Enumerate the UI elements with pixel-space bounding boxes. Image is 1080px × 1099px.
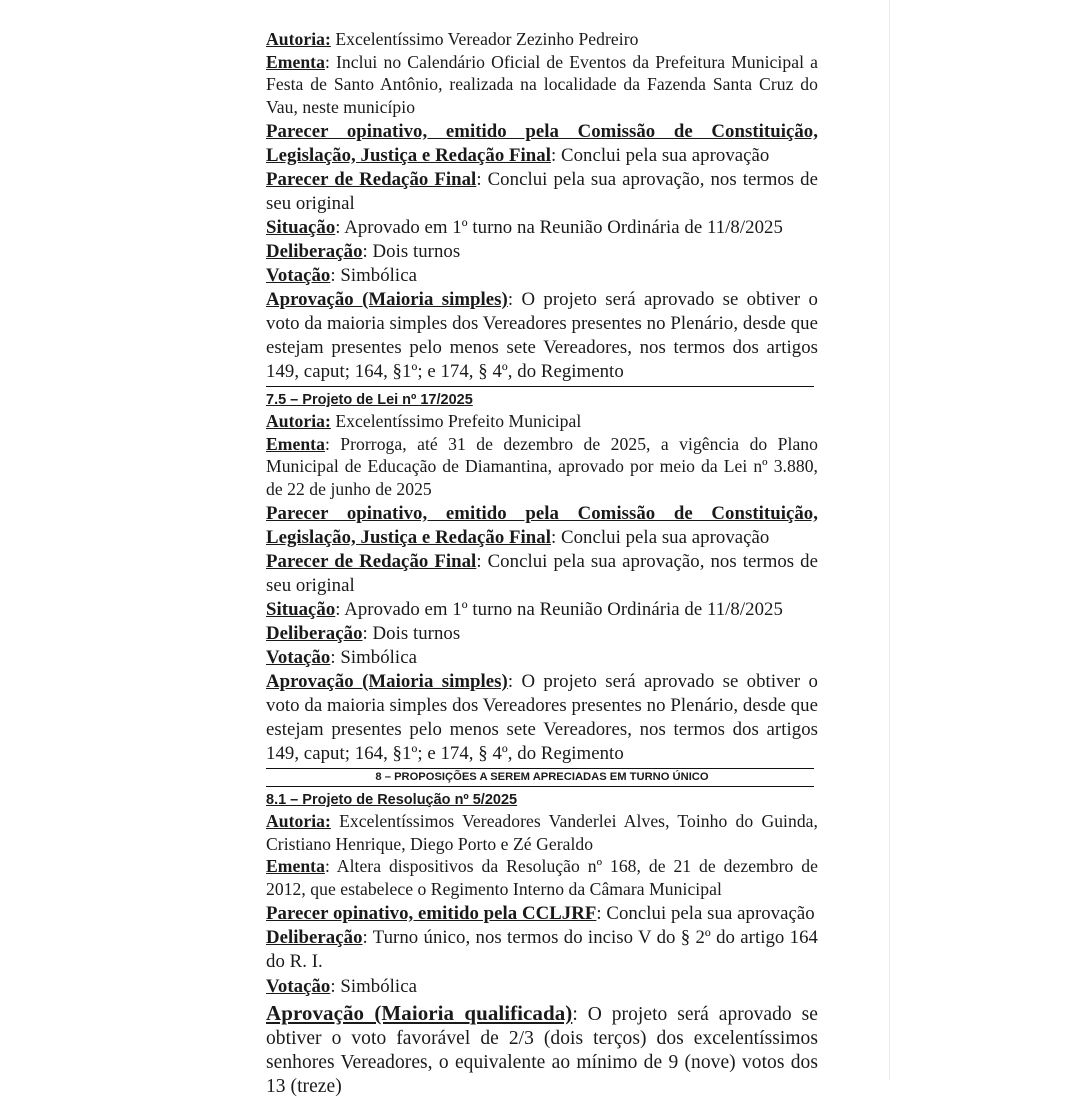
- section-divider: [266, 786, 814, 787]
- aprovacao-label: Aprovação (Maioria qualificada): [266, 1001, 573, 1025]
- item-header-7-5: 7.5 – Projeto de Lei nº 17/2025: [266, 392, 473, 408]
- section-divider: [266, 768, 814, 769]
- ementa-label: Ementa: [266, 51, 325, 72]
- autoria-label: Autoria:: [266, 811, 331, 831]
- aprovacao-line: [266, 1001, 818, 1099]
- deliberacao-label: Deliberação: [266, 623, 363, 644]
- proposition-block-1: [266, 28, 818, 384]
- ementa-text: : Altera dispositivos da Resolução nº 168, de 21 de dezembro de 2012, que estabelece o Regimento Interno da Câmara Municipal: [266, 856, 818, 899]
- autoria-line: [266, 28, 818, 51]
- autoria-text: Excelentíssimo Prefeito Municipal: [330, 411, 582, 431]
- aprovacao-line: [266, 670, 818, 766]
- ementa-label: Ementa: [266, 433, 325, 454]
- deliberacao-text: : Dois turnos: [362, 623, 461, 644]
- votacao-text: : Simbólica: [330, 976, 417, 997]
- aprovacao-text: : O projeto será aprovado se obtiver o voto da maioria simples dos Vereadores presentes no Plenário, desde que estejam presentes pelo menos sete Vereadores, nos termos dos artigos 149, caput; 164, §1º; e 174, § 4º, do Regimento: [266, 671, 818, 764]
- parecer-redacao-label: Parecer de Redação Final: [266, 169, 477, 190]
- parecer-opinativo-label: Parecer opinativo, emitido pela Comissão de Constituição, Legislação, Justiça e Redação Final: [266, 121, 818, 166]
- parecer-opinativo-text: : Conclui pela sua aprovação: [596, 903, 815, 924]
- deliberacao-label: Deliberação: [266, 927, 363, 948]
- situacao-line: [266, 598, 818, 622]
- situacao-line: [266, 216, 818, 240]
- parecer-opinativo-line: [266, 120, 818, 168]
- deliberacao-line: [266, 240, 818, 264]
- autoria-label: Autoria:: [266, 29, 331, 49]
- section-divider: [266, 386, 814, 387]
- votacao-text: : Simbólica: [330, 647, 417, 668]
- situacao-label: Situação: [266, 217, 336, 238]
- aprovacao-label: Aprovação (Maioria simples): [266, 289, 508, 310]
- item-header-8-1: 8.1 – Projeto de Resolução nº 5/2025: [266, 792, 518, 808]
- situacao-label: Situação: [266, 599, 336, 620]
- votacao-line: [266, 646, 818, 670]
- autoria-text: Excelentíssimo Vereador Zezinho Pedreiro: [330, 29, 639, 49]
- deliberacao-line: [266, 622, 818, 646]
- proposition-block-3: [266, 790, 818, 1099]
- parecer-redacao-line: [266, 168, 818, 216]
- ementa-line: [266, 855, 818, 900]
- page-edge: [889, 0, 890, 1080]
- votacao-label: Votação: [266, 265, 331, 286]
- ementa-text: : Inclui no Calendário Oficial de Eventos da Prefeitura Municipal a Festa de Santo Antônio, realizada na localidade da Fazenda Santa Cruz do Vau, neste município: [266, 51, 818, 117]
- ementa-text: : Prorroga, até 31 de dezembro de 2025, a vigência do Plano Municipal de Educação de Diamantina, aprovado por meio da Lei nº 3.880, de 22 de junho de 2025: [266, 433, 818, 499]
- parecer-opinativo-line: [266, 502, 818, 550]
- autoria-line: [266, 810, 818, 855]
- parecer-opinativo-text: : Conclui pela sua aprovação: [551, 527, 770, 548]
- votacao-text: : Simbólica: [330, 265, 417, 286]
- votacao-line: [266, 264, 818, 288]
- deliberacao-label: Deliberação: [266, 241, 363, 262]
- aprovacao-label: Aprovação (Maioria simples): [266, 671, 508, 692]
- parecer-opinativo-label: Parecer opinativo, emitido pela CCLJRF: [266, 903, 597, 924]
- situacao-text: : Aprovado em 1º turno na Reunião Ordinária de 11/8/2025: [335, 599, 783, 620]
- aprovacao-text: : O projeto será aprovado se obtiver o voto favorável de 2/3 (dois terços) dos excelentíssimos senhores Vereadores, o equivalente ao mínimo de 9 (nove) votos dos 13 (treze): [266, 1004, 818, 1097]
- votacao-label: Votação: [266, 976, 331, 997]
- autoria-label: Autoria:: [266, 411, 331, 431]
- section-8-banner: 8 – PROPOSIÇÕES A SEREM APRECIADAS EM TURNO ÚNICO: [375, 771, 709, 783]
- parecer-opinativo-text: : Conclui pela sua aprovação: [551, 145, 770, 166]
- aprovacao-line: [266, 288, 818, 384]
- situacao-text: : Aprovado em 1º turno na Reunião Ordinária de 11/8/2025: [335, 217, 783, 238]
- deliberacao-line: [266, 926, 818, 974]
- parecer-redacao-text: : Conclui pela sua aprovação, nos termos de seu original: [266, 169, 818, 214]
- votacao-label: Votação: [266, 647, 331, 668]
- ementa-line: [266, 51, 818, 119]
- aprovacao-text: : O projeto será aprovado se obtiver o voto da maioria simples dos Vereadores presentes no Plenário, desde que estejam presentes pelo menos sete Vereadores, nos termos dos artigos 149, caput; 164, §1º; e 174, § 4º, do Regimento: [266, 289, 818, 382]
- deliberacao-text: : Dois turnos: [362, 241, 461, 262]
- document-body: [266, 28, 818, 1099]
- parecer-redacao-text: : Conclui pela sua aprovação, nos termos de seu original: [266, 551, 818, 596]
- autoria-text: Excelentíssimos Vereadores Vanderlei Alves, Toinho do Guinda, Cristiano Henrique, Diego Porto e Zé Geraldo: [266, 811, 818, 854]
- ementa-line: [266, 433, 818, 501]
- parecer-redacao-line: [266, 550, 818, 598]
- autoria-line: [266, 410, 818, 433]
- deliberacao-text: : Turno único, nos termos do inciso V do § 2º do artigo 164 do R. I.: [266, 927, 818, 972]
- ementa-label: Ementa: [266, 856, 325, 876]
- proposition-block-2: [266, 390, 818, 766]
- votacao-line: [266, 975, 818, 999]
- parecer-opinativo-line: [266, 902, 818, 926]
- parecer-redacao-label: Parecer de Redação Final: [266, 551, 477, 572]
- parecer-opinativo-label: Parecer opinativo, emitido pela Comissão de Constituição, Legislação, Justiça e Redação Final: [266, 503, 818, 548]
